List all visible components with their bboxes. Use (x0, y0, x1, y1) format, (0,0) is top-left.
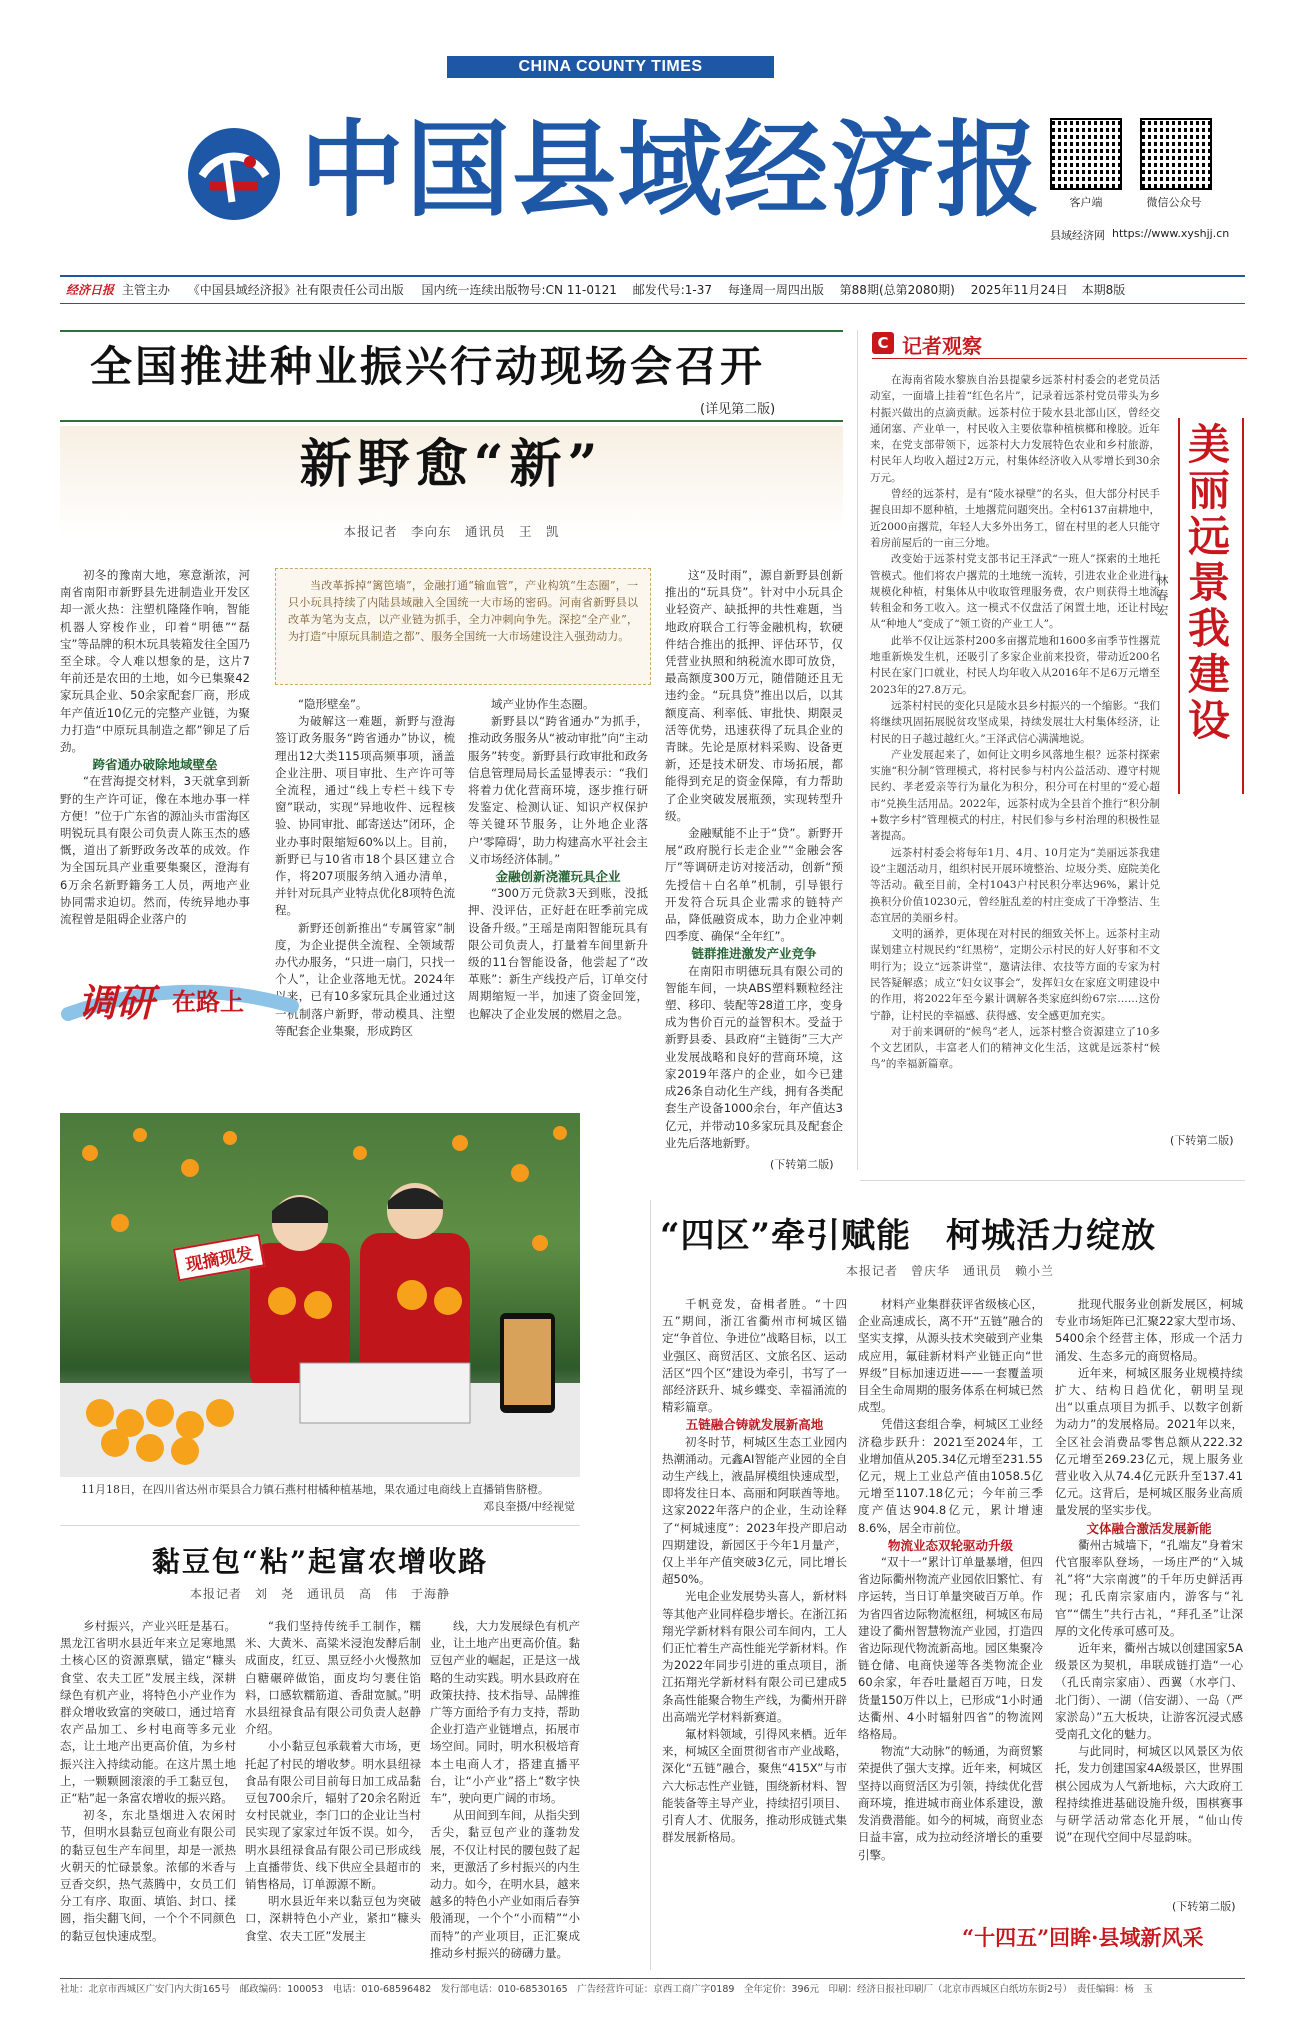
article1-col3b-p: “300万元贷款3天到账，没抵押、没评估，正好赶在旺季前完成设备升级。”王瑶是南阳智能玩具有限公司负责人，打量着车间里新升级的11台智能设备，他尝起了“改革账”：新生产线投产后，订单交付周期缩短一半，加速了资金回笼，也解决了企业发展的燃眉之急。 (468, 886, 648, 1021)
article3-col2-p: 凭借这套组合拳，柯城区工业经济稳步跃升：2021至2024年，工业增加值从205.34亿元增至231.55亿元，规上工业总产值由1058.5亿元增至1107.18亿元；今年前三季度产值达904.8亿元，累计增速8.6%，居全市前位。 (858, 1417, 1043, 1535)
post-code: 邮发代号:1-37 (632, 283, 712, 297)
observation-p: 在海南省陵水黎族自治县提蒙乡远茶村村委会的老党员活动室，一面墙上挂着“红色名片”，记录着远茶村党员带头为乡村振兴做出的点滴贡献。远茶村位于陵水县北部山区，曾经交通闭塞、产业单一，村民收入主要依靠种植槟榔和橡胶。近年来，在党支部带领下，远茶村大力发展特色农业和乡村旅游，村民年人均收入超过2万元，村集体经济收入从零增长到30余万元。 (870, 374, 1160, 484)
masthead-logo-icon (188, 128, 280, 220)
article2-col1 (60, 1618, 236, 1970)
research-banner (60, 968, 300, 1030)
article3-col1-subhead: 五链融合铸就发展新高地 (685, 1417, 824, 1433)
masthead-english: CHINA COUNTY TIMES (447, 56, 774, 78)
observation-author: 林春宏 (1155, 574, 1169, 619)
article2-col1-p: 乡村振兴，产业兴旺是基石。黑龙江省明水县近年来立足寒地黑土核心区的资源禀赋，锚定“糠头食堂、农夫工匠”发展主线，深耕绿色有机产业，将特色小产业作为群众增收致富的突破口，通过培育农产品加工、乡村电商等多元业态，让土地产出更高价值，为乡村振兴注入持续动能。在这片黑土地上，一颗颗圆滚滚的手工黏豆包，正“粘”起一条富农增收的振兴路。 (60, 1619, 236, 1806)
column-tag (962, 1922, 1242, 1962)
research-banner-text1: 调研 (78, 980, 155, 1025)
article1-col4-subhead: 链群推进激发产业竞争 (691, 946, 817, 962)
article1-title[interactable]: 新野愈“新” (299, 434, 604, 495)
article2-col2-p: 小小黏豆包承载着大市场，更托起了村民的增收梦。明水县纽禄食品有限公司目前每日加工成品黏豆包700余斤，辐射了20余名附近女村民就业，李门口的企业让当村民实现了家家过年饭不误。如今，明水县纽禄食品有限公司已形成线上直播带货、线下供应全县超市的销售格局，订单源源不断。 (245, 1739, 421, 1892)
column-divider (650, 1200, 651, 1970)
article3-col2b-p: “双十一”累计订单量暴增，但四省边际衢州物流产业园依旧繁忙、有序运转，当日订单量突破百万单。作为省四省边际物流枢纽，柯城区布局建设了衢州智慧物流产业园，打造四省边际现代物流新高地。园区集聚冷链仓储、电商快递等各类物流企业60余家，年吞吐量超百万吨，日发货量150万件以上，已形成“1小时通达衢州、4小时辐射四省”的物流网络格局。 (858, 1555, 1043, 1742)
article3-col3b-p: 与此同时，柯城区以风景区为依托，发力创建国家4A级景区，世界围棋公园成为人气新地标，六大政府工程持续推进基础设施升级，围棋赛事与研学活动常态化开展，“仙山传说”在现代空间中尽显韵味。 (1055, 1744, 1243, 1845)
qr2-label: 微信公众号 (1146, 196, 1202, 209)
masthead-title: 中国县域经济报 (300, 108, 1043, 231)
article2-col2-p: 明水县近年来以黏豆包为突破口，深耕特色小产业，紧扣“糠头食堂、农夫工匠”发展主 (245, 1894, 421, 1943)
section-divider (60, 1525, 580, 1526)
section-divider (860, 1180, 1245, 1181)
site-label: 县域经济网 (1050, 229, 1105, 242)
article1-col2-p: 为破解这一难题，新野与澄海签订政务服务“跨省通办”协议，梳理出12大类115项高频事项，涵盖企业注册、项目审批、生产许可等全流程，通过“线上专栏＋线下专窗”联动，实现“异地收件、远程核验、协同审批、邮寄送达”闭环，企业办事时限缩短60%以上。目前，新野已与10省市18个县区建立合作，将207项服务纳入通办清单，并针对玩具产业特点优化8项特色流程。 (275, 714, 455, 918)
sponsor-logo: 经济日报 (66, 283, 115, 297)
observation-p: 文明的涵养，更体现在对村民的细致关怀上。远茶村主动谋划建立村规民约“红黑榜”，定期公示村民的好人好事和不文明行为；设立“远茶讲堂”，邀请法律、农技等方面的专家为村民答疑解惑；成立“妇女议事会”，发挥妇女在家庭文明建设中的作用，将2022年至今累计调解各类家庭纠纷67宗……这份宁静，让村民的幸福感、获得感、安全感更加充实。 (870, 928, 1160, 1022)
footer: 社址：北京市西城区广安门内大街165号 邮政编码：100053 电话：010-68596482 发行部电话：010-68530165 广告经营许可证：京西工商广字0189 全年定价：396元 印刷：经济日报社印刷厂（北京市西城区白纸坊东街2号） 责任编辑：杨 玉 (60, 1978, 1245, 2001)
column-divider (857, 330, 858, 1170)
observation-title: 记者观察 (902, 334, 982, 358)
sponsor: 主管主办 (121, 283, 170, 297)
observation-p: 此举不仅让远茶村200多亩撂荒地和1600多亩季节性撂荒地重新焕发生机，还吸引了多家企业前来投资，带动近200名村民在家门口就业，村民人均年收入从2016年不足6万元增至2023年的27.8万元。 (870, 634, 1160, 696)
observation-continued[interactable]: (下转第二版) (1170, 1134, 1234, 1147)
article2-col2-p: “我们坚持传统手工制作，糯米、大黄米、高粱米浸泡发酵后制成面皮，红豆、黑豆经小火慢熬加白糖碾碎做馅，面皮均匀裹住馅料，口感软糯筋道、香甜宽腻。”明水县纽禄食品有限公司负责人赵静介绍。 (245, 1619, 421, 1737)
schedule: 每逢周一周四出版 (727, 283, 824, 297)
headline-title[interactable]: 全国推进种业振兴行动现场会召开 (90, 342, 766, 391)
article2-col3-p: 线，大力发展绿色有机产业，让土地产出更高价值。黏豆包产业的崛起，正是这一战略的生动实践。明水县政府在政策扶持、技术指导、品牌推广等方面给予有力支持，帮助企业打造产业链增点，拓展市场空间。同时，明水积极培育本土电商人才，搭建直播平台，让“小产业”搭上“数字快车”，驶向更广阔的市场。 (430, 1619, 580, 1806)
article2-title[interactable]: 黏豆包“粘”起富农增收路 (151, 1545, 489, 1578)
article3-col1-p: 千帆竞发，奋楫者胜。“十四五”期间，浙江省衢州市柯城区锚定“争首位、争进位”战略目标，以工业强区、商贸活区、文旅名区、运动活区“四个区”建设为牵引，书写了一部经济跃升、城乡蝶变、幸福涌流的精彩篇章。 (662, 1297, 847, 1415)
article1-continued[interactable]: (下转第二版) (770, 1158, 834, 1171)
photo-tag: 现摘现发 (173, 1234, 265, 1282)
article1-summary-box (275, 568, 651, 685)
issue-number: 第88期(总第2080期) (839, 283, 955, 297)
article2-col3-p: 从田间到车间，从指尖到舌尖，黏豆包产业的蓬勃发展，不仅让村民的腰包鼓了起来，更激活了乡村振兴的内生动力。如今，在明水县，越来越多的特色小产业如雨后春笋般涌现，一个个“小而精”“小而特”的产业项目，正汇聚成推动乡村振兴的磅礴力量。 (430, 1808, 580, 1960)
article2-col1-p: 初冬，东北垦烟进入农闲时节，但明水县黏豆包商业有限公司的黏豆包生产车间里，却是一派热火朝天的忙碌景象。浓郁的米香与豆香交织，热气蒸腾中，女员工们分工有序、取面、填馅、封口、揉圆，指尖翻飞间，一个个不同颜色的黏豆包快速成型。 (60, 1808, 236, 1943)
article1-col4b-p: 在南阳市明德玩具有限公司的智能车间，一块ABS塑料颗粒经注塑、移印、装配等28道工序，变身成为售价百元的益智积木。受益于新野县委、县政府“主链街”三大产业发展战略和良好的营商环境，这家2019年落户的企业，如今已建成26条自动化生产线，拥有各类配套生产设备1000余台，年产值达3亿元，并带动10多家玩具及配套企业先后落地新野。 (665, 963, 843, 1149)
article1-col1-subhead: 跨省通办破除地域壁垒 (92, 757, 218, 773)
article3-byline: 本报记者 曾庆华 通讯员 赖小兰 (845, 1264, 1054, 1278)
article3-col1b-p: 光电企业发展势头喜人，新材料等其他产业同样稳步增长。在浙江拓翔光学新材料有限公司车间内，工人们正忙着生产高性能光学新材料。作为2022年同步引进的重点项目，浙江拓翔光学新材料有限公司已建成5条高性能聚合物生产线，为衢州开辟出高端光学材料新赛道。 (662, 1589, 847, 1724)
info-bar (60, 275, 1245, 304)
page-count: 本期8版 (1081, 283, 1126, 297)
article3-col3 (1055, 1296, 1243, 1896)
orange-live-stream-photo (60, 1113, 580, 1477)
article1-col3 (468, 696, 648, 1116)
article1-col3-subhead: 金融创新浇灌玩具企业 (495, 869, 621, 885)
article3-col2-subhead: 物流业态双轮驱动升级 (887, 1537, 1013, 1553)
observation-badge-icon: C (872, 332, 894, 354)
article1-col3-p: 域产业协作生态圈。 (491, 697, 595, 711)
column-tag-text: “十四五”回眸·县域新风采 (962, 1925, 1204, 1950)
qr-code-client-icon[interactable] (1050, 118, 1122, 190)
article1-col1 (60, 567, 250, 962)
qr-code-wechat-icon[interactable] (1140, 118, 1212, 190)
article1-col1-p: 初冬的豫南大地，寒意渐浓，河南省南阳市新野县先进制造业开发区却一派火热：注塑机隆隆作响，智能机器人穿梭作业，印着“明德”“磊宝”等品牌的积木玩具装箱发往全国乃至全球。令人难以想象的是，这片7年前还是农田的土地，如今已集聚42家玩具企业、50余家配套厂商，形成年产值近10亿元的完整产业链，为聚力打造“中原玩具制造之都”铆足了后劲。 (60, 568, 250, 755)
headline-box (60, 330, 843, 422)
cn-number: 国内统一连续出版物号:CN 11-0121 (421, 283, 617, 297)
issue-date: 2025年11月24日 (970, 283, 1068, 297)
article3-col3-p: 近年来，柯城区服务业规模持续扩大、结构日趋优化，朝明呈现出“以重点项目为抓手、以数字创新为动力”的发展格局。2021年以来，全区社会消费品零售总额从222.32亿元增至269.23亿元，规上服务业营业收入从74.4亿元跃升至137.41亿元。这背后，是柯城区服务业高质量发展的坚实步伐。 (1055, 1365, 1243, 1518)
observation-p: 曾经的远茶村，是有“陵水禄壁”的名头，但大部分村民手握良田却不愿种植，土地撂荒问题突出。全村6137亩耕地中，近2000亩撂荒，年轻人大多外出务工，留在村里的老人只能守着房前屋后的一亩三分地。 (870, 488, 1160, 549)
article3-col3b-p: 衢州古城墙下，“孔端友”身着宋代官服率队登场，一场庄严的“入城礼”将“大宗南渡”的千年历史鲜活再现；孔氏南宗家庙内，游客与“礼官”“儒生”共行古礼，“拜孔圣”让深厚的文化传承可感可及。 (1055, 1537, 1243, 1638)
article1-col4 (665, 567, 843, 1149)
article2-col2 (245, 1618, 421, 1970)
article3-continued[interactable]: (下转第二版) (1172, 1900, 1236, 1913)
article3-col1b-p: 氟材料领域，引得风来栖。近年来，柯城区全面贯彻省市产业战略，深化“五链”融合，聚焦“415X”与市六大标志性产业链，围绕新材料、智能装备等主导产业，持续招引项目、引育人才、优服务，推动形成链式集群发展新格局。 (662, 1727, 847, 1845)
observation-p: 对于前来调研的“候鸟”老人，远茶村整合资源建立了10多个文艺团队，丰富老人们的精神文化生活，这就是远茶村“候鸟”的幸福新篇章。 (870, 1025, 1160, 1071)
article2-col3 (430, 1618, 580, 1970)
article1-col1b-p: “在营海提交材料，3天就拿到新野的生产许可证，像在本地办事一样方便！”位于广东省的源汕头市雷海区明锐玩具有限公司负责人陈玉杰的感慨，道出了新野政务改革的成效。作为全国玩具产业重要集聚区，澄海有6万余名新野籍务工人员，两地产业协同需求迫切。然而，传统异地办事流程曾是阻碍企业落户的 (60, 774, 250, 927)
article1-byline: 本报记者 李向东 通讯员 王 凯 (343, 524, 560, 539)
observation-vertical-title-box (1178, 418, 1244, 794)
article1-col2-p: “隐形壁垒”。 (298, 697, 368, 711)
article1-col2-p: 新野还创新推出“专属管家”制度，为企业提供全流程、全领域帮办代办服务，“只进一扇门，只找一个人”，让企业落地无忧。2024年以来，已有10多家玩具企业通过这一机制落户新野，带动模具、注塑等配套企业集聚，形成跨区 (275, 920, 455, 1038)
article3-col3b-p: 近年来，衢州古城以创建国家5A级景区为契机，串联成链打造“一心（孔氏南宗家庙）、西翼（水亭门、北门街）、一湖（信安湖）、一岛（严家淤岛）”五大板块，让游客沉浸式感受南孔文化的魅力。 (1055, 1641, 1243, 1742)
article2-byline: 本报记者 刘 尧 通讯员 高 伟 于海静 (189, 1587, 450, 1601)
observation-p: 远茶村村委会将每年1月、4月、10月定为“美丽远茶我建设”主题活动月，组织村民开展环境整治、垃圾分类、庭院美化等活动。截至目前，全村1043户村民积分率达96%，累计兑换积分价值10230元，曾经脏乱差的村庄变成了干净整洁、生态宜居的美丽乡村。 (870, 846, 1160, 924)
article3-col3-p: 批现代服务业创新发展区，柯城专业市场矩阵已汇聚22家大型市场、5400余个经营主体，形成一个活力涌发、生态多元的商贸格局。 (1055, 1297, 1243, 1363)
observation-p: 改变始于远茶村党支部书记王泽武“一班人”探索的土地托管模式。他们将农户撂荒的土地统一流转，引进农业企业进行规模化种植，村集体从中收取管理服务费，农户则获得土地流转租金和务工收入。这一模式不仅盘活了闲置土地，还让村民从“种地人”变成了“领工资的产业工人”。 (870, 553, 1160, 631)
article3-col1b-p: 初冬时节，柯城区生态工业园内热潮涌动。元鑫AI智能产业园的全自动生产线上，液晶屏模组快速成型，即将发往日本、高丽和阿联酋等地。这家2022年落户的企业，生动诠释了“柯城速度”：2023年投产即启动四期建设，新园区于今年1月量产，仅上半年产值突破3亿元，同比增长超50%。 (662, 1434, 847, 1587)
article3-title[interactable]: “四区”牵引赋能 柯城活力绽放 (660, 1216, 1157, 1256)
headline-note: (详见第二版) (700, 402, 776, 417)
article3-col3-subhead: 文体融合激活发展新能 (1086, 1520, 1212, 1536)
masthead (0, 0, 1305, 270)
article3-col2b-p: 物流“大动脉”的畅通，为商贸繁荣提供了强大支撑。近年来，柯城区坚持以商贸活区为引领，持续优化营商环境，推进城市商业体系建设，激发消费潜能。如今的柯城，商贸业态日益丰富，成为拉动经济增长的重要引擎。 (858, 1744, 1043, 1862)
observation-p: 产业发展起来了，如何让文明乡风落地生根？远茶村探索实施“积分制”管理模式，将村民参与村内公益活动、遵守村规民约、孝老爱亲等行为量化为积分，积分可在村里的“爱心超市”兑换生活用品。2022年，远茶村成为全县首个推行“积分制+数字乡村”管理模式的村庄，村民们参与乡村治理的积极性显著提高。 (870, 748, 1160, 843)
article3-col2-p: 材料产业集群获评省级核心区，企业高速成长，离不开“五链”融合的坚实支撑，从源头技术突破到产业集成应用，氟硅新材料产业链正向“世界级”目标加速迈进——一套覆盖项目全生命周期的服务体系在柯城已然成型。 (858, 1297, 1043, 1415)
site-url[interactable]: https://www.xyshjj.cn (1112, 227, 1230, 240)
article1-col4-p: 这“及时雨”，源自新野县创新推出的“玩具贷”。针对中小玩具企业轻资产、缺抵押的共性难题，当地政府联合工行等金融机构，软硬件结合推出的抵押、评估环节，仅凭营业执照和纳税流水即可放贷，最高额度300万元，随借随还且无违约金。“玩具贷”推出以后，以其额度高、利率低、审批快、期限灵活等优势，迅速获得了玩具企业的青睐。先论是原材料采购、设备更新，还是技术研发、市场拓展，都能得到充足的资金保障，有力帮助了企业突破发展瓶颈，实现转型升级。 (665, 568, 843, 823)
research-banner-text2: 在路上 (172, 988, 244, 1016)
publisher: 《中国县域经济报》社有限责任公司出版 (187, 283, 404, 297)
article1-summary: 当改革拆掉“篱笆墙”，金融打通“输血管”，产业构筑“生态圈”，一只小玩具持续了内陆县域融入全国统一大市场的密码。河南省新野县以改革为笔为支点，以产业链为抓手，全力冲刺向争先。深挖“全产业”，为打造“中原玩具制造之都”、服务全国统一大市场建设注入强劲动力。 (288, 579, 638, 643)
observation-p: 远茶村村民的变化只是陵水县乡村振兴的一个缩影。“我们将继续巩固拓展脱贫攻坚成果，持续发展壮大村集体经济，让村民的日子越过越红火。”王泽武信心满满地说。 (870, 699, 1160, 745)
qr1-label: 客户端 (1069, 196, 1103, 209)
observation-body (870, 372, 1160, 1124)
observation-header (872, 330, 1247, 359)
article3-col2 (858, 1296, 1043, 1961)
article1-col4-p: 金融赋能不止于“贷”。新野开展“政府脱行长走企业”“金融会客厅”等调研走访对接活动，创新“预先授信＋白名单”机制，引导银行开发符合玩具企业需求的链特产品，降低融资成本，助力企业冲刺四季度、确保“全年红”。 (665, 826, 843, 944)
article1-col2 (275, 696, 455, 1116)
article3-col1 (662, 1296, 847, 1961)
observation-vertical-title: 美丽远景我建设 (1182, 422, 1231, 744)
article1-col3-p: 新野县以“跨省通办”为抓手，推动政务服务从“被动审批”向“主动服务”转变。新野县行政审批和政务信息管理局局长孟显博表示：“我们将着力优化营商环境，逐步推行研发鉴定、检测认证、知识产权保护等关键环节服务，让外地企业落户‘零障碍’，助力构建高水平社会主义市场经济体制。” (468, 714, 648, 866)
photo-credit: 邓良奎摄/中经视觉 (483, 1500, 575, 1513)
photo-caption: 11月18日，在四川省达州市渠县合力镇石燕村柑橘种植基地，果农通过电商线上直播销售脐橙。 (81, 1483, 549, 1496)
